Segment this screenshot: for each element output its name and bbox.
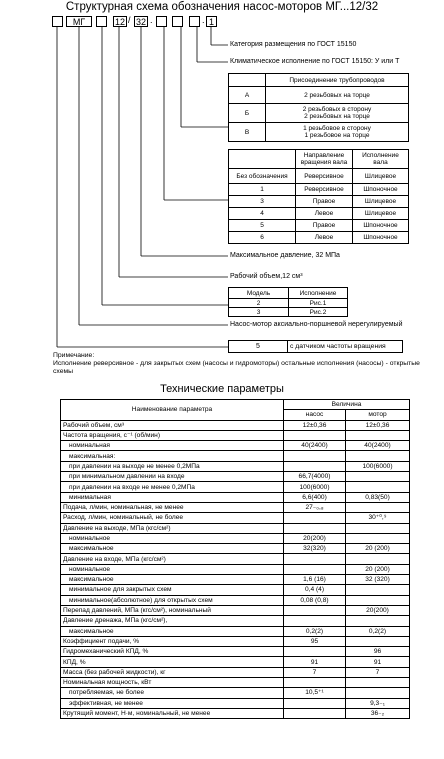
rotation-direction: Реверсивное xyxy=(296,184,353,196)
param-motor-value: 12±0,36 xyxy=(346,420,410,430)
param-motor-value xyxy=(346,533,410,543)
connection-header: Присоединение трубопроводов xyxy=(266,74,409,87)
param-name: Крутящий момент, Н·м, номинальный, не менее xyxy=(61,708,284,718)
param-pump-value xyxy=(284,698,346,708)
param-row xyxy=(61,698,410,708)
param-row xyxy=(61,595,410,605)
param-name: Расход, л/мин, номинальный, не более xyxy=(61,513,284,523)
param-motor-value xyxy=(346,502,410,512)
param-name: Коэффициент подачи, % xyxy=(61,636,284,646)
rotation-header-direction: Направление вращения вала xyxy=(296,150,353,169)
param-row xyxy=(61,708,410,718)
param-name: Рабочий объем, см³ xyxy=(61,420,284,430)
document-title: Структурная схема обозначения насос-моторов МГ...12/32 xyxy=(65,1,379,13)
rotation-code: 5 xyxy=(229,220,296,232)
rotation-direction: Левое xyxy=(296,208,353,220)
model-value: 3 xyxy=(229,308,289,317)
param-name: максимальное xyxy=(61,575,284,585)
code-box-blank-1 xyxy=(52,16,63,27)
param-row xyxy=(61,626,410,636)
rotation-code: 6 xyxy=(229,232,296,244)
param-pump-value: 0,08 (0,8) xyxy=(284,595,346,605)
code-box-last: 1 xyxy=(206,16,217,27)
rotation-shaft: Шлицевое xyxy=(353,169,409,184)
param-pump-value: 0,2(2) xyxy=(284,626,346,636)
param-motor-value xyxy=(346,585,410,595)
model-header: Модель xyxy=(229,288,289,299)
param-motor-value: 96 xyxy=(346,647,410,657)
code-box-blank-2 xyxy=(96,16,107,27)
param-row xyxy=(61,605,410,615)
param-row xyxy=(61,657,410,667)
param-name: потребляемая, не более xyxy=(61,688,284,698)
dot-separator-1: . xyxy=(150,15,153,25)
sensor-code: 5 xyxy=(256,343,260,350)
param-motor-value xyxy=(346,472,410,482)
param-row xyxy=(61,441,410,451)
param-name: КПД, % xyxy=(61,657,284,667)
rotation-shaft: Шлицевое xyxy=(353,208,409,220)
param-pump-header: насос xyxy=(284,410,346,420)
param-motor-value: 0,83(50) xyxy=(346,492,410,502)
param-motor-value: 20 (200) xyxy=(346,544,410,554)
param-name: Давление дренажа, МПа (кгс/см²), xyxy=(61,616,284,626)
param-pump-value: 100(6000) xyxy=(284,482,346,492)
rotation-header-shaft: Исполнение вала xyxy=(353,150,409,169)
param-motor-value xyxy=(346,554,410,564)
param-name: номинальное xyxy=(61,564,284,574)
param-name: минимальное(абсолютное) для открытых схем xyxy=(61,595,284,605)
model-value: 2 xyxy=(229,299,289,308)
param-row xyxy=(61,688,410,698)
rotation-direction: Левое xyxy=(296,232,353,244)
param-row xyxy=(61,616,410,626)
note-block xyxy=(53,352,438,376)
rotation-shaft: Шпоночное xyxy=(353,184,409,196)
param-row xyxy=(61,678,410,688)
param-row xyxy=(61,461,410,471)
param-motor-value xyxy=(346,451,410,461)
placement-label: Категория размещения по ГОСТ 15150 xyxy=(230,41,357,48)
param-row xyxy=(61,502,410,512)
param-pump-value xyxy=(284,513,346,523)
param-pump-value xyxy=(284,605,346,615)
param-row xyxy=(61,420,410,430)
param-name: Давление на входе, МПа (кгс/см²) xyxy=(61,554,284,564)
connection-code: А xyxy=(229,87,266,104)
param-pump-value: 95 xyxy=(284,636,346,646)
param-pump-value xyxy=(284,523,346,533)
param-motor-header: мотор xyxy=(346,410,410,420)
param-name: Номинальная мощность, кВт xyxy=(61,678,284,688)
param-name: при давлении на выходе не менее 0,2МПа xyxy=(61,461,284,471)
param-motor-value xyxy=(346,688,410,698)
rotation-table xyxy=(228,149,409,244)
rotation-code: 3 xyxy=(229,196,296,208)
connection-desc: 2 резьбовых в сторону 2 резьбовых на торце xyxy=(266,104,409,123)
param-row xyxy=(61,544,410,554)
rotation-shaft: Шпоночное xyxy=(353,220,409,232)
param-motor-value xyxy=(346,616,410,626)
dot-separator-2: . xyxy=(202,15,205,25)
param-pump-value: 10,5⁺¹ xyxy=(284,688,346,698)
param-motor-value xyxy=(346,595,410,605)
param-pump-value xyxy=(284,554,346,564)
connection-desc: 1 резьбовое в сторону 1 резьбовое на торце xyxy=(266,123,409,142)
rotation-code: Без обозначения xyxy=(229,169,296,184)
param-pump-value: 32(320) xyxy=(284,544,346,554)
rotation-direction: Реверсивное xyxy=(296,169,353,184)
param-pump-value xyxy=(284,430,346,440)
climatic-label: Климатическое исполнение по ГОСТ 15150: У или Т xyxy=(230,58,400,65)
rotation-shaft: Шлицевое xyxy=(353,196,409,208)
param-name: при минимальном давлении на входе xyxy=(61,472,284,482)
param-motor-value: 40(2400) xyxy=(346,441,410,451)
code-box-blank-3 xyxy=(156,16,167,27)
param-name: Частота вращения, с⁻¹ (об/мин) xyxy=(61,430,284,440)
param-pump-value: 20(200) xyxy=(284,533,346,543)
param-motor-value: 100(6000) xyxy=(346,461,410,471)
tech-params-table xyxy=(60,399,410,719)
param-motor-value: 20(200) xyxy=(346,605,410,615)
param-name: эффективная, не менее xyxy=(61,698,284,708)
param-name: максимальное xyxy=(61,544,284,554)
param-name: Перепад давлений, МПа (кгс/см²), номинальный xyxy=(61,605,284,615)
param-motor-value: 91 xyxy=(346,657,410,667)
param-name: номинальное xyxy=(61,533,284,543)
variant-value: Рис.1 xyxy=(289,299,348,308)
param-pump-value: 40(2400) xyxy=(284,441,346,451)
param-pump-value: 91 xyxy=(284,657,346,667)
model-table xyxy=(228,287,348,317)
note-heading: Примечание: xyxy=(53,352,95,359)
param-row xyxy=(61,636,410,646)
param-pump-value xyxy=(284,678,346,688)
param-motor-value: 7 xyxy=(346,667,410,677)
code-box-blank-5 xyxy=(189,16,200,27)
param-row xyxy=(61,492,410,502)
pump-motor-label: Насос-мотор аксиально-поршневой нерегулируемый xyxy=(230,321,403,328)
param-motor-value xyxy=(346,636,410,646)
rotation-code: 1 xyxy=(229,184,296,196)
slash-separator: / xyxy=(128,15,131,25)
rotation-shaft: Шпоночное xyxy=(353,232,409,244)
param-name: максимальная: xyxy=(61,451,284,461)
param-row xyxy=(61,585,410,595)
param-pump-value: 27₋₀,₈ xyxy=(284,502,346,512)
param-motor-value xyxy=(346,678,410,688)
param-pump-value: 6,6(400) xyxy=(284,492,346,502)
param-motor-value: 32 (320) xyxy=(346,575,410,585)
param-name: Подача, л/мин, номинальная, не менее xyxy=(61,502,284,512)
code-box-blank-4 xyxy=(172,16,183,27)
param-name: Гидромеханический КПД, % xyxy=(61,647,284,657)
param-pump-value: 0,4 (4) xyxy=(284,585,346,595)
param-pump-value: 12±0,36 xyxy=(284,420,346,430)
param-row xyxy=(61,513,410,523)
param-row xyxy=(61,667,410,677)
param-row xyxy=(61,451,410,461)
param-name: максимальное xyxy=(61,626,284,636)
param-name: при давлении на входе не менее 0,2МПа xyxy=(61,482,284,492)
param-row xyxy=(61,523,410,533)
param-value-header: Величина xyxy=(284,400,410,410)
param-motor-value: 20 (200) xyxy=(346,564,410,574)
variant-header: Исполнение xyxy=(289,288,348,299)
param-row xyxy=(61,564,410,574)
param-name: Давление на выходе, МПа (кгс/см²) xyxy=(61,523,284,533)
param-row xyxy=(61,482,410,492)
param-pump-value: 7 xyxy=(284,667,346,677)
note-text: Исполнение реверсивное - для закрытых схем (насосы и гидромоторы) остальные исполнения (насосы) - открытые схемы xyxy=(53,360,420,375)
sensor-label: с датчиком частоты вращения xyxy=(290,343,386,350)
param-name: Масса (без рабочей жидкости), кг xyxy=(61,667,284,677)
max-pressure-label: Максимальное давление, 32 МПа xyxy=(230,252,340,259)
rotation-code: 4 xyxy=(229,208,296,220)
param-pump-value xyxy=(284,616,346,626)
param-motor-value xyxy=(346,482,410,492)
connection-desc: 2 резьбовых на торце xyxy=(266,87,409,104)
param-row xyxy=(61,430,410,440)
rotation-direction: Правое xyxy=(296,196,353,208)
connection-code: В xyxy=(229,123,266,142)
param-motor-value xyxy=(346,523,410,533)
param-name: номинальная xyxy=(61,441,284,451)
rotation-direction: Правое xyxy=(296,220,353,232)
work-volume-label: Рабочий объем,12 см³ xyxy=(230,273,303,280)
param-pump-value xyxy=(284,647,346,657)
code-box-32: 32 xyxy=(135,17,146,27)
param-row xyxy=(61,554,410,564)
param-name: минимальная xyxy=(61,492,284,502)
param-motor-value: 9,3₋₁ xyxy=(346,698,410,708)
variant-value: Рис.2 xyxy=(289,308,348,317)
param-motor-value: 0,2(2) xyxy=(346,626,410,636)
tech-params-body xyxy=(61,400,410,719)
param-motor-value: 36₋₂ xyxy=(346,708,410,718)
param-motor-value: 30⁺⁰,⁹ xyxy=(346,513,410,523)
param-motor-value xyxy=(346,430,410,440)
param-pump-value: 1,6 (16) xyxy=(284,575,346,585)
param-pump-value xyxy=(284,564,346,574)
tech-params-title: Технические параметры xyxy=(160,383,284,395)
param-name-header: Наименование параметра xyxy=(61,400,284,421)
param-pump-value xyxy=(284,461,346,471)
code-box-mg: МГ xyxy=(66,16,92,27)
connection-code: Б xyxy=(229,104,266,123)
connection-table xyxy=(228,73,409,142)
param-row xyxy=(61,533,410,543)
param-pump-value xyxy=(284,708,346,718)
param-row xyxy=(61,472,410,482)
param-row xyxy=(61,647,410,657)
param-pump-value: 66,7(4000) xyxy=(284,472,346,482)
param-pump-value xyxy=(284,451,346,461)
param-name: минимальное для закрытых схем xyxy=(61,585,284,595)
param-row xyxy=(61,575,410,585)
code-box-12: 12 xyxy=(114,17,125,27)
